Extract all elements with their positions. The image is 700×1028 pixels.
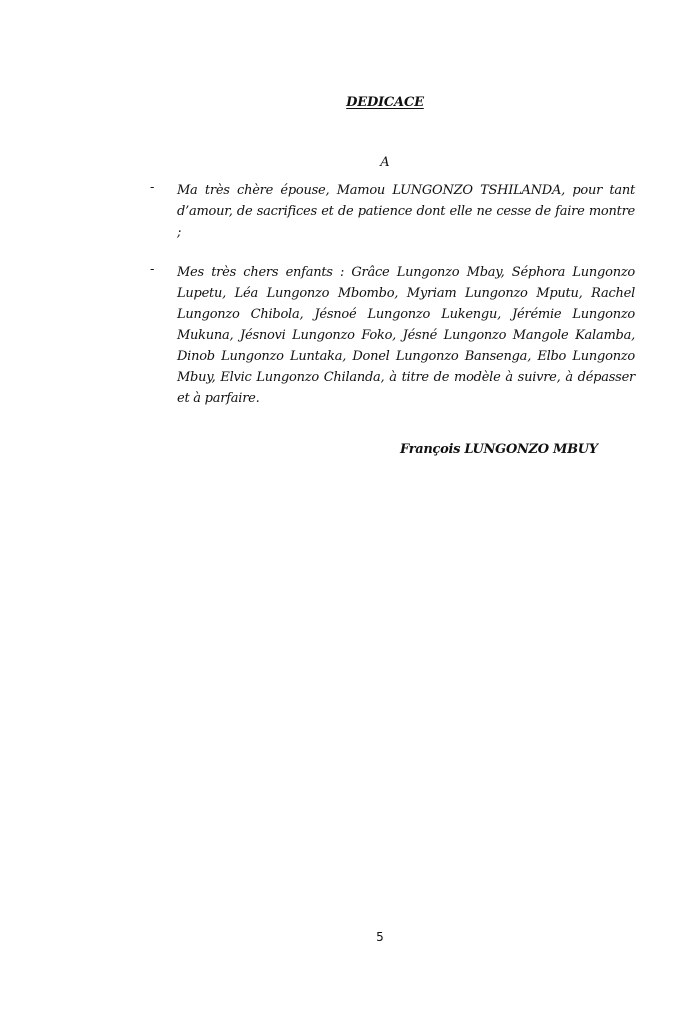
author-signature: François LUNGONZO MBUY — [400, 442, 598, 457]
dedication-item-children — [150, 262, 635, 409]
dedication-item-text: Ma très chère épouse, Mamou LUNGONZO TSHILANDA, pour tant d’amour, de sacrifices et de patience dont elle ne cesse de faire montre ; — [177, 183, 635, 240]
dedication-title: DEDICACE — [346, 95, 424, 110]
page-number: 5 — [376, 930, 384, 944]
dedication-item-text: Mes très chers enfants : Grâce Lungonzo Mbay, Séphora Lungonzo Lupetu, Léa Lungonzo Mbombo, Myriam Lungonzo Mputu, Rachel Lungonzo Chibola, Jésnoé Lungonzo Lukengu, Jérémie Lungonzo Mukuna, Jésnovi Lungonzo Foko, Jésné Lungonzo Mangole Kalamba, Dinob Lungonzo Luntaka, Donel Lungonzo Bansenga, Elbo Lungonzo Mbuy, Elvic Lungonzo Chilanda, à titre de modèle à suivre, à dépasser et à parfaire. — [177, 265, 635, 406]
bullet-dash: - — [150, 262, 155, 277]
dedication-item-spouse — [150, 180, 635, 243]
dedication-recipient-heading: A — [380, 155, 390, 170]
bullet-dash: - — [150, 180, 155, 195]
